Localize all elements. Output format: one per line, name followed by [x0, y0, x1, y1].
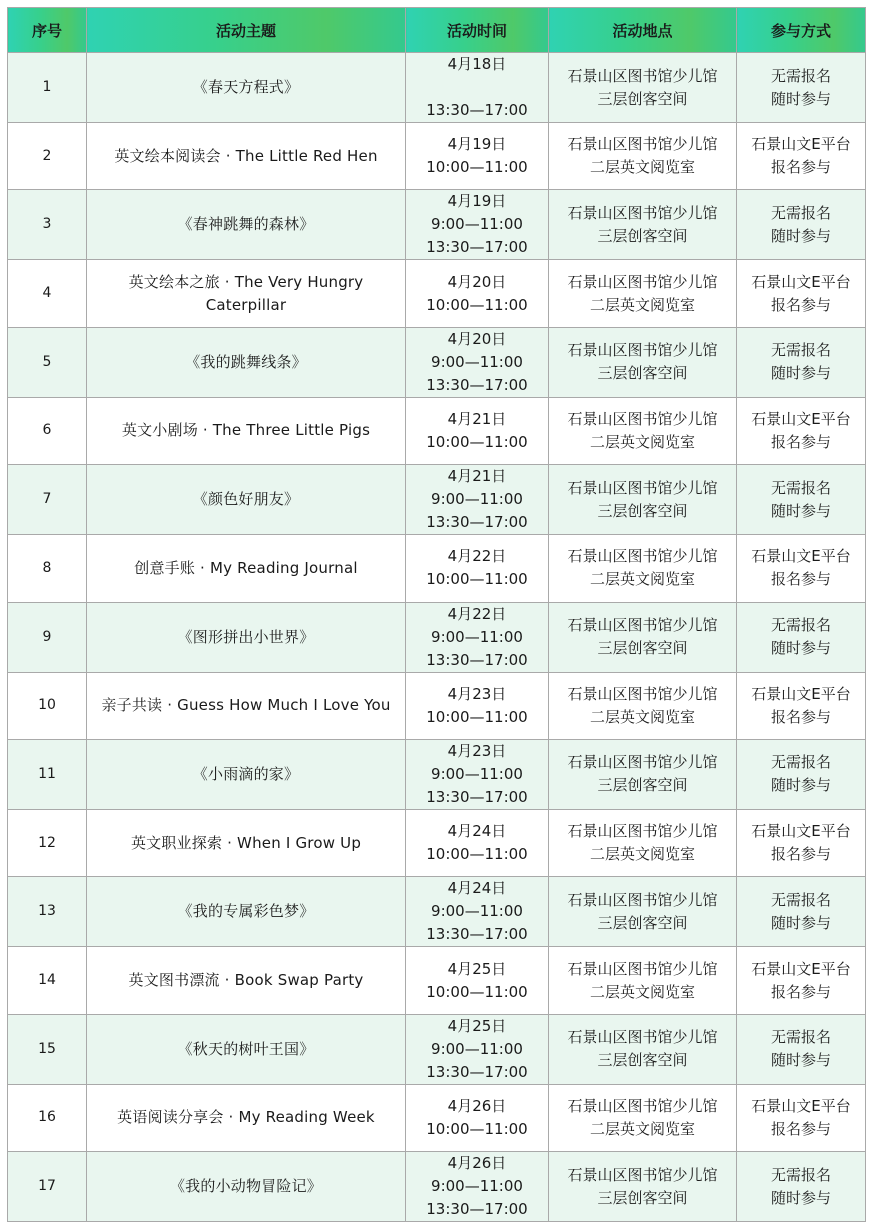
row-index: 7	[8, 465, 87, 535]
row-location-room: 三层创客空间	[597, 89, 688, 108]
row-location-venue: 石景山区图书馆少儿馆	[567, 272, 718, 291]
row-location	[549, 53, 737, 123]
row-location-venue: 石景山区图书馆少儿馆	[567, 753, 718, 772]
table-row	[8, 1084, 866, 1151]
row-time-morning: 9:00—11:00	[431, 764, 523, 783]
row-location-venue: 石景山区图书馆少儿馆	[567, 478, 718, 497]
row-location	[549, 1084, 737, 1151]
table-header-row	[8, 8, 866, 53]
row-time	[406, 53, 549, 123]
row-topic: 《我的专属彩色梦》	[87, 877, 406, 947]
row-date: 4月26日	[447, 1154, 507, 1173]
row-date: 4月21日	[447, 409, 507, 428]
row-location-room: 二层英文阅览室	[589, 570, 695, 589]
row-index: 13	[8, 877, 87, 947]
row-index: 11	[8, 739, 87, 809]
row-time-afternoon: 13:30—17:00	[426, 238, 528, 257]
row-participation-method: 石景山文E平台	[751, 822, 851, 841]
row-participation-method: 无需报名	[770, 203, 831, 222]
row-participation-method: 无需报名	[770, 66, 831, 85]
row-location-venue: 石景山区图书馆少儿馆	[567, 203, 718, 222]
row-time-morning	[408, 76, 546, 99]
row-index: 8	[8, 535, 87, 602]
row-time	[406, 877, 549, 947]
row-time	[406, 327, 549, 397]
row-time-morning: 10:00—11:00	[426, 295, 528, 314]
row-location	[549, 535, 737, 602]
row-date: 4月24日	[447, 879, 507, 898]
row-time-afternoon: 13:30—17:00	[426, 650, 528, 669]
row-location-venue: 石景山区图书馆少儿馆	[567, 890, 718, 909]
row-participation-method: 无需报名	[770, 753, 831, 772]
row-participation-method: 无需报名	[770, 616, 831, 635]
row-topic: 《春神跳舞的森林》	[87, 190, 406, 260]
row-location-venue: 石景山区图书馆少儿馆	[567, 66, 718, 85]
row-participation-note: 随时参与	[770, 226, 831, 245]
row-index: 5	[8, 327, 87, 397]
row-date: 4月23日	[447, 741, 507, 760]
table-row	[8, 465, 866, 535]
row-time	[406, 672, 549, 739]
row-topic: 《图形拼出小世界》	[87, 602, 406, 672]
row-index: 1	[8, 53, 87, 123]
table-row	[8, 397, 866, 464]
row-participation-method: 石景山文E平台	[751, 272, 851, 291]
row-location-room: 三层创客空间	[597, 501, 688, 520]
row-index: 15	[8, 1014, 87, 1084]
row-participation	[737, 53, 866, 123]
row-time	[406, 397, 549, 464]
row-location-room: 三层创客空间	[597, 639, 688, 658]
row-location-room: 三层创客空间	[597, 364, 688, 383]
table-row	[8, 739, 866, 809]
row-location-venue: 石景山区图书馆少儿馆	[567, 1028, 718, 1047]
row-time-afternoon: 13:30—17:00	[426, 1200, 528, 1219]
table-row	[8, 260, 866, 327]
row-participation-method: 无需报名	[770, 478, 831, 497]
row-location-room: 三层创客空间	[597, 1051, 688, 1070]
table-row	[8, 602, 866, 672]
row-topic: 英语阅读分享会 · My Reading Week	[87, 1084, 406, 1151]
row-time	[406, 465, 549, 535]
row-location	[549, 602, 737, 672]
row-location-room: 三层创客空间	[597, 776, 688, 795]
row-location-room: 二层英文阅览室	[589, 982, 695, 1001]
header-location: 活动地点	[549, 8, 737, 53]
row-participation	[737, 190, 866, 260]
row-location-room: 二层英文阅览室	[589, 158, 695, 177]
table-row	[8, 947, 866, 1014]
row-location	[549, 672, 737, 739]
row-date: 4月26日	[447, 1096, 507, 1115]
row-location	[549, 260, 737, 327]
row-time	[406, 1014, 549, 1084]
row-location-venue: 石景山区图书馆少儿馆	[567, 616, 718, 635]
row-location-room: 三层创客空间	[597, 1188, 688, 1207]
activity-schedule-table	[7, 7, 866, 1222]
table-row	[8, 809, 866, 876]
row-participation	[737, 397, 866, 464]
row-location	[549, 947, 737, 1014]
row-participation-method: 无需报名	[770, 341, 831, 360]
row-participation	[737, 123, 866, 190]
row-topic: 亲子共读 · Guess How Much I Love You	[87, 672, 406, 739]
row-participation-method: 石景山文E平台	[751, 959, 851, 978]
row-index: 16	[8, 1084, 87, 1151]
row-location-venue: 石景山区图书馆少儿馆	[567, 684, 718, 703]
row-participation-note: 报名参与	[770, 158, 831, 177]
row-time	[406, 1084, 549, 1151]
row-participation	[737, 739, 866, 809]
row-time-morning: 10:00—11:00	[426, 158, 528, 177]
row-time-afternoon: 13:30—17:00	[426, 513, 528, 532]
row-time-afternoon: 13:30—17:00	[426, 787, 528, 806]
row-time	[406, 260, 549, 327]
row-location	[549, 809, 737, 876]
row-time-afternoon: 13:30—17:00	[426, 925, 528, 944]
row-topic: 英文绘本之旅 · The Very Hungry Caterpillar	[87, 260, 406, 327]
row-topic: 《我的小动物冒险记》	[87, 1152, 406, 1222]
row-time-morning: 9:00—11:00	[431, 215, 523, 234]
row-participation	[737, 327, 866, 397]
row-location	[549, 465, 737, 535]
row-participation-method: 石景山文E平台	[751, 684, 851, 703]
row-participation-method: 石景山文E平台	[751, 409, 851, 428]
table-row	[8, 1152, 866, 1222]
row-topic: 《春天方程式》	[87, 53, 406, 123]
row-participation-note: 报名参与	[770, 432, 831, 451]
row-location-venue: 石景山区图书馆少儿馆	[567, 341, 718, 360]
row-time-morning: 9:00—11:00	[431, 490, 523, 509]
row-participation	[737, 809, 866, 876]
row-time-morning: 9:00—11:00	[431, 627, 523, 646]
row-participation-note: 随时参与	[770, 1188, 831, 1207]
row-topic: 创意手账 · My Reading Journal	[87, 535, 406, 602]
row-date: 4月20日	[447, 272, 507, 291]
row-date: 4月25日	[447, 1016, 507, 1035]
header-time: 活动时间	[406, 8, 549, 53]
row-participation-note: 随时参与	[770, 639, 831, 658]
row-location-venue: 石景山区图书馆少儿馆	[567, 547, 718, 566]
header-participation: 参与方式	[737, 8, 866, 53]
row-participation	[737, 535, 866, 602]
row-date: 4月22日	[447, 604, 507, 623]
row-location-room: 二层英文阅览室	[589, 707, 695, 726]
row-location	[549, 1152, 737, 1222]
row-time	[406, 123, 549, 190]
row-index: 9	[8, 602, 87, 672]
row-time	[406, 535, 549, 602]
row-index: 17	[8, 1152, 87, 1222]
row-participation-method: 石景山文E平台	[751, 1096, 851, 1115]
row-date: 4月20日	[447, 329, 507, 348]
row-location	[549, 397, 737, 464]
row-participation-note: 随时参与	[770, 89, 831, 108]
row-participation-method: 石景山文E平台	[751, 135, 851, 154]
row-date: 4月25日	[447, 959, 507, 978]
row-participation	[737, 465, 866, 535]
row-time	[406, 1152, 549, 1222]
row-location	[549, 739, 737, 809]
row-time-morning: 9:00—11:00	[431, 902, 523, 921]
row-participation	[737, 602, 866, 672]
table-row	[8, 123, 866, 190]
row-time	[406, 809, 549, 876]
row-date: 4月21日	[447, 467, 507, 486]
row-participation	[737, 1152, 866, 1222]
row-index: 2	[8, 123, 87, 190]
table-row	[8, 877, 866, 947]
row-date: 4月19日	[447, 135, 507, 154]
row-location	[549, 1014, 737, 1084]
row-location	[549, 123, 737, 190]
row-topic: 英文职业探索 · When I Grow Up	[87, 809, 406, 876]
row-location-venue: 石景山区图书馆少儿馆	[567, 959, 718, 978]
row-date: 4月23日	[447, 684, 507, 703]
row-participation	[737, 260, 866, 327]
row-topic: 《我的跳舞线条》	[87, 327, 406, 397]
row-participation-note: 随时参与	[770, 1051, 831, 1070]
row-time-afternoon: 13:30—17:00	[426, 1062, 528, 1081]
row-index: 4	[8, 260, 87, 327]
row-location-room: 二层英文阅览室	[589, 1119, 695, 1138]
row-participation-note: 随时参与	[770, 364, 831, 383]
row-participation	[737, 1014, 866, 1084]
row-time-afternoon: 13:30—17:00	[426, 375, 528, 394]
row-location-venue: 石景山区图书馆少儿馆	[567, 1096, 718, 1115]
row-location-room: 三层创客空间	[597, 226, 688, 245]
row-participation-note: 报名参与	[770, 982, 831, 1001]
row-location	[549, 190, 737, 260]
row-location-venue: 石景山区图书馆少儿馆	[567, 135, 718, 154]
row-index: 3	[8, 190, 87, 260]
table-row	[8, 327, 866, 397]
row-time-morning: 10:00—11:00	[426, 1119, 528, 1138]
row-participation-note: 报名参与	[770, 295, 831, 314]
row-topic: 英文绘本阅读会 · The Little Red Hen	[87, 123, 406, 190]
row-participation-note: 报名参与	[770, 570, 831, 589]
row-time-morning: 10:00—11:00	[426, 982, 528, 1001]
table-row	[8, 1014, 866, 1084]
row-location	[549, 327, 737, 397]
row-time-morning: 10:00—11:00	[426, 707, 528, 726]
row-index: 6	[8, 397, 87, 464]
row-date: 4月24日	[447, 822, 507, 841]
header-topic: 活动主题	[87, 8, 406, 53]
table-row	[8, 672, 866, 739]
row-participation-note: 随时参与	[770, 501, 831, 520]
row-participation	[737, 877, 866, 947]
row-participation	[737, 672, 866, 739]
row-time-afternoon: 13:30—17:00	[426, 101, 528, 119]
table-row	[8, 535, 866, 602]
row-participation-method: 无需报名	[770, 890, 831, 909]
row-location-venue: 石景山区图书馆少儿馆	[567, 409, 718, 428]
row-time-morning: 10:00—11:00	[426, 845, 528, 864]
row-participation-note: 报名参与	[770, 1119, 831, 1138]
row-participation	[737, 1084, 866, 1151]
row-participation-note: 报名参与	[770, 707, 831, 726]
row-date: 4月22日	[447, 547, 507, 566]
row-location-room: 二层英文阅览室	[589, 845, 695, 864]
row-participation-method: 无需报名	[770, 1165, 831, 1184]
row-time-morning: 9:00—11:00	[431, 1039, 523, 1058]
table-body	[8, 53, 866, 1222]
row-topic: 《秋天的树叶王国》	[87, 1014, 406, 1084]
header-index: 序号	[8, 8, 87, 53]
row-location-room: 二层英文阅览室	[589, 432, 695, 451]
row-index: 12	[8, 809, 87, 876]
row-topic: 《小雨滴的家》	[87, 739, 406, 809]
row-date: 4月19日	[447, 192, 507, 211]
row-participation	[737, 947, 866, 1014]
row-participation-method: 无需报名	[770, 1028, 831, 1047]
schedule-table-container	[7, 7, 865, 1222]
row-topic: 英文图书漂流 · Book Swap Party	[87, 947, 406, 1014]
row-time	[406, 947, 549, 1014]
table-row	[8, 190, 866, 260]
row-participation-note: 随时参与	[770, 913, 831, 932]
row-index: 10	[8, 672, 87, 739]
row-location-room: 二层英文阅览室	[589, 295, 695, 314]
row-location	[549, 877, 737, 947]
row-topic: 英文小剧场 · The Three Little Pigs	[87, 397, 406, 464]
row-time	[406, 602, 549, 672]
row-time-morning: 9:00—11:00	[431, 352, 523, 371]
row-location-venue: 石景山区图书馆少儿馆	[567, 1165, 718, 1184]
row-topic: 《颜色好朋友》	[87, 465, 406, 535]
row-participation-note: 报名参与	[770, 845, 831, 864]
row-location-room: 三层创客空间	[597, 913, 688, 932]
row-time	[406, 739, 549, 809]
row-location-venue: 石景山区图书馆少儿馆	[567, 822, 718, 841]
row-time	[406, 190, 549, 260]
row-date: 4月18日	[447, 55, 507, 73]
table-row	[8, 53, 866, 123]
row-time-morning: 10:00—11:00	[426, 570, 528, 589]
row-time-morning: 10:00—11:00	[426, 432, 528, 451]
row-index: 14	[8, 947, 87, 1014]
row-participation-method: 石景山文E平台	[751, 547, 851, 566]
row-participation-note: 随时参与	[770, 776, 831, 795]
row-time-morning: 9:00—11:00	[431, 1177, 523, 1196]
